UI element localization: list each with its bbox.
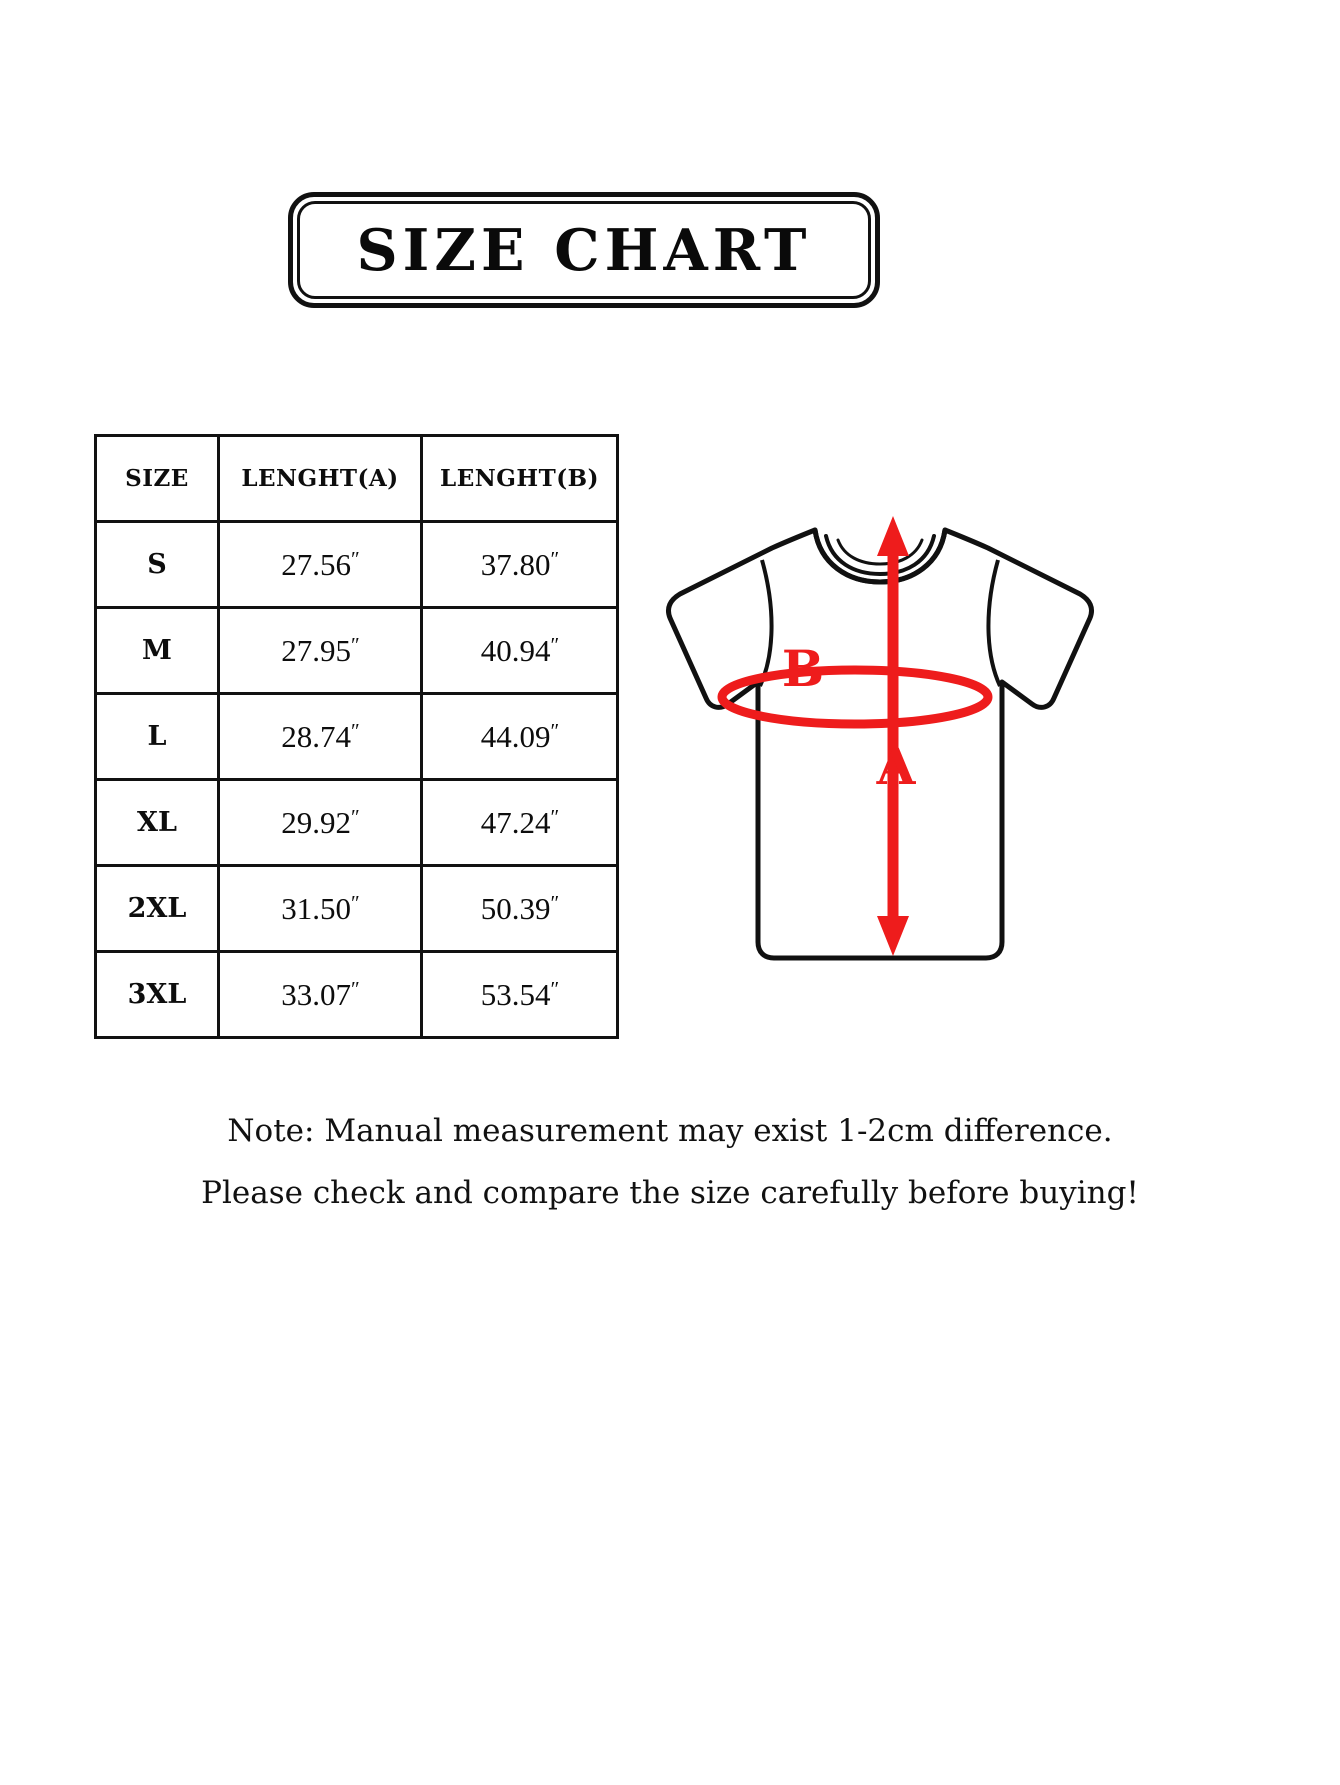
size-table-container xyxy=(94,434,607,1039)
page-title: SIZE CHART xyxy=(356,216,812,284)
cell-length-b xyxy=(422,866,618,952)
value-length-b: 44.09 xyxy=(480,718,551,754)
cell-length-a xyxy=(219,952,422,1038)
notes-section xyxy=(110,1100,1230,1224)
value-length-b: 53.54 xyxy=(480,976,551,1012)
cell-length-b xyxy=(422,780,618,866)
header-length-a: LENGHT(A) xyxy=(219,436,422,522)
note-line-1 xyxy=(110,1100,1230,1162)
size-table xyxy=(94,434,619,1039)
table-row xyxy=(96,952,618,1038)
inch-symbol: ″ xyxy=(550,976,559,1001)
table-row xyxy=(96,694,618,780)
cell-size: 2XL xyxy=(96,866,219,952)
cell-size: M xyxy=(96,608,219,694)
value-length-a: 33.07 xyxy=(281,976,351,1012)
table-header-row xyxy=(96,436,618,522)
table-row xyxy=(96,780,618,866)
label-b: B xyxy=(781,639,825,698)
cell-size: XL xyxy=(96,780,219,866)
cell-length-a xyxy=(219,780,422,866)
note-label: Note: xyxy=(227,1113,315,1149)
tshirt-icon xyxy=(640,490,1120,990)
cell-size: 3XL xyxy=(96,952,219,1038)
tshirt-diagram xyxy=(640,490,1120,990)
value-length-a: 27.56 xyxy=(281,546,351,582)
cell-length-b xyxy=(422,522,618,608)
cell-length-b xyxy=(422,608,618,694)
value-length-a: 29.92 xyxy=(281,804,351,840)
cell-length-a xyxy=(219,694,422,780)
inch-symbol: ″ xyxy=(550,890,559,915)
note-line-2: Please check and compare the size carefully before buying! xyxy=(201,1175,1139,1211)
inch-symbol: ″ xyxy=(550,804,559,829)
note-text: Manual measurement may exist 1-2cm difference. xyxy=(314,1113,1113,1149)
inch-symbol: ″ xyxy=(351,976,359,1001)
value-length-b: 50.39 xyxy=(480,890,551,926)
label-a: A xyxy=(876,737,916,796)
inch-symbol: ″ xyxy=(351,890,359,915)
value-length-a: 28.74 xyxy=(281,718,351,754)
header-size: SIZE xyxy=(96,436,219,522)
inch-symbol: ″ xyxy=(351,546,359,571)
cell-length-a xyxy=(219,866,422,952)
table-row xyxy=(96,608,618,694)
value-length-a: 31.50 xyxy=(281,890,351,926)
header-length-b: LENGHT(B) xyxy=(422,436,618,522)
cell-length-b xyxy=(422,952,618,1038)
cell-length-a xyxy=(219,608,422,694)
cell-length-a xyxy=(219,522,422,608)
table-row xyxy=(96,866,618,952)
inch-symbol: ″ xyxy=(550,546,559,571)
cell-size: S xyxy=(96,522,219,608)
inch-symbol: ″ xyxy=(351,632,359,657)
inch-symbol: ″ xyxy=(351,804,359,829)
inch-symbol: ″ xyxy=(550,718,559,743)
cell-length-b xyxy=(422,694,618,780)
value-length-b: 40.94 xyxy=(480,632,551,668)
value-length-a: 27.95 xyxy=(281,632,351,668)
inch-symbol: ″ xyxy=(351,718,359,743)
table-row xyxy=(96,522,618,608)
value-length-b: 37.80 xyxy=(480,546,551,582)
title-inner-border xyxy=(297,201,871,299)
value-length-b: 47.24 xyxy=(480,804,551,840)
title-banner xyxy=(288,192,880,308)
cell-size: L xyxy=(96,694,219,780)
inch-symbol: ″ xyxy=(550,632,559,657)
